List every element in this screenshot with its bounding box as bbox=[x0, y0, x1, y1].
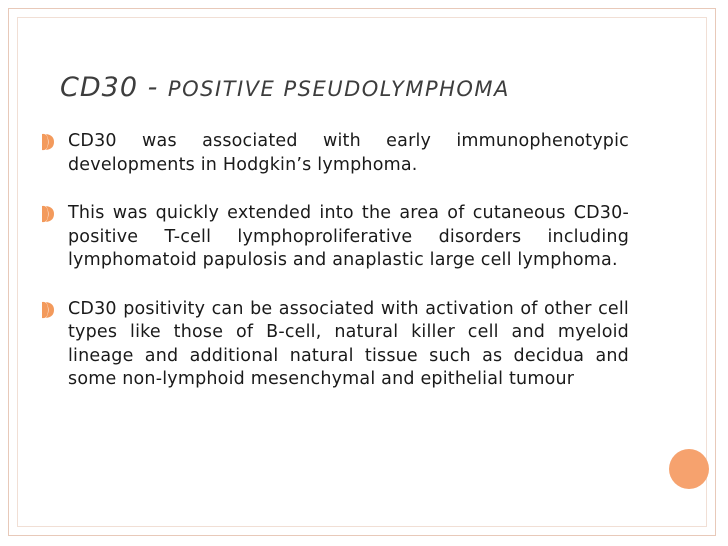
bullet-icon bbox=[40, 133, 56, 151]
slide-title bbox=[60, 72, 510, 103]
bullet-item bbox=[37, 130, 629, 177]
bullet-item bbox=[37, 298, 629, 392]
bullet-icon bbox=[40, 205, 56, 223]
bullet-list bbox=[37, 130, 629, 417]
title-abbrev: CD30 - bbox=[60, 72, 168, 103]
bullet-text: CD30 positivity can be associated with activation of other cell types like those of B-cell, natural killer cell and myeloid lineage and additional natural tissue such as decidua and some non-lymphoid mesenchymal and epithelial tumour bbox=[68, 298, 629, 389]
bullet-item bbox=[37, 202, 629, 273]
bullet-text: CD30 was associated with early immunophenotypic developments in Hodgkin’s lymphoma. bbox=[68, 131, 629, 175]
bullet-text: This was quickly extended into the area of cutaneous CD30-positive T-cell lymphoproliferative disorders including lymphomatoid papulosis and anaplastic large cell lymphoma. bbox=[68, 203, 629, 270]
bullet-icon bbox=[40, 301, 56, 319]
orange-circle-decoration bbox=[669, 449, 709, 489]
title-rest: POSITIVE PSEUDOLYMPHOMA bbox=[167, 77, 510, 101]
